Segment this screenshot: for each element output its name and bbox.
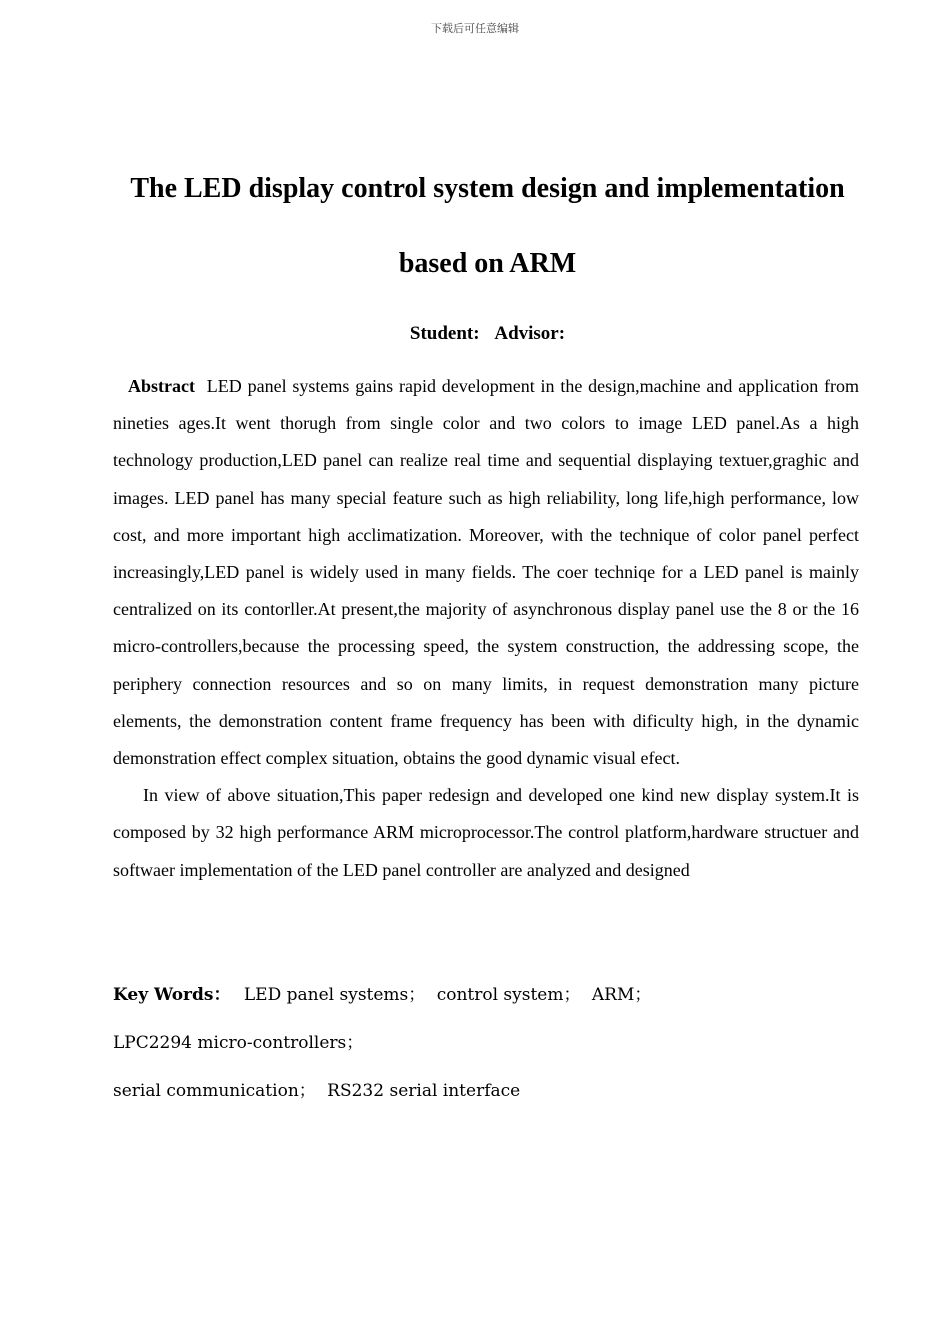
- keyword-item: ARM；: [591, 985, 652, 1005]
- abstract-section: [113, 368, 859, 889]
- abstract-paragraph-2: In view of above situation,This paper redesign and developed one kind new display system.It is composed by 32 high performance ARM microprocessor.The control platform,hardware structuer and softwaer implementation of the LED panel controller are analyzed and designed: [113, 785, 859, 880]
- keyword-item: RS232 serial interface: [327, 1081, 521, 1101]
- keyword-item: serial communication；: [113, 1081, 316, 1101]
- abstract-text: LED panel systems gains rapid development in the design,machine and application from nineties ages.It went thorugh from single color and two colors to image LED panel.As a high technology production,LED panel can realize real time and sequential displaying textuer,graghic and images. LED panel has many special feature such as high reliability, long life,high performance, low cost, and more important high acclimatization. Moreover, with the technique of color panel perfect increasingly,LED panel is widely used in many fields. The coer techniqe for a LED panel is mainly centralized on its contorller.At present,the majority of asynchronous display panel use the 8 or the 16 micro-controllers,because the processing speed, the system construction, the addressing scope, the periphery connection resources and so on many limits, in request demonstration many picture elements, the demonstration content frame frequency has been with dificulty high, in the dynamic demonstration effect complex situation, obtains the good dynamic visual efect.: [113, 376, 859, 769]
- keyword-item: LPC2294 micro-controllers；: [113, 1033, 364, 1053]
- keywords-label: Key Words：: [113, 985, 231, 1005]
- document-title-line-1: The LED display control system design and implementation: [130, 173, 845, 204]
- abstract-paragraph: [113, 368, 859, 777]
- document-title-line-2: based on ARM: [398, 248, 577, 279]
- abstract-label: Abstract: [128, 376, 195, 396]
- byline: [100, 323, 875, 345]
- keyword-item: LED panel systems；: [243, 985, 426, 1005]
- keyword-item: control system；: [436, 985, 581, 1005]
- student-label: Student:: [409, 323, 480, 344]
- keywords-section: [113, 971, 859, 1115]
- header-note: 下载后可任意编辑: [431, 22, 519, 35]
- advisor-label: Advisor:: [494, 323, 566, 344]
